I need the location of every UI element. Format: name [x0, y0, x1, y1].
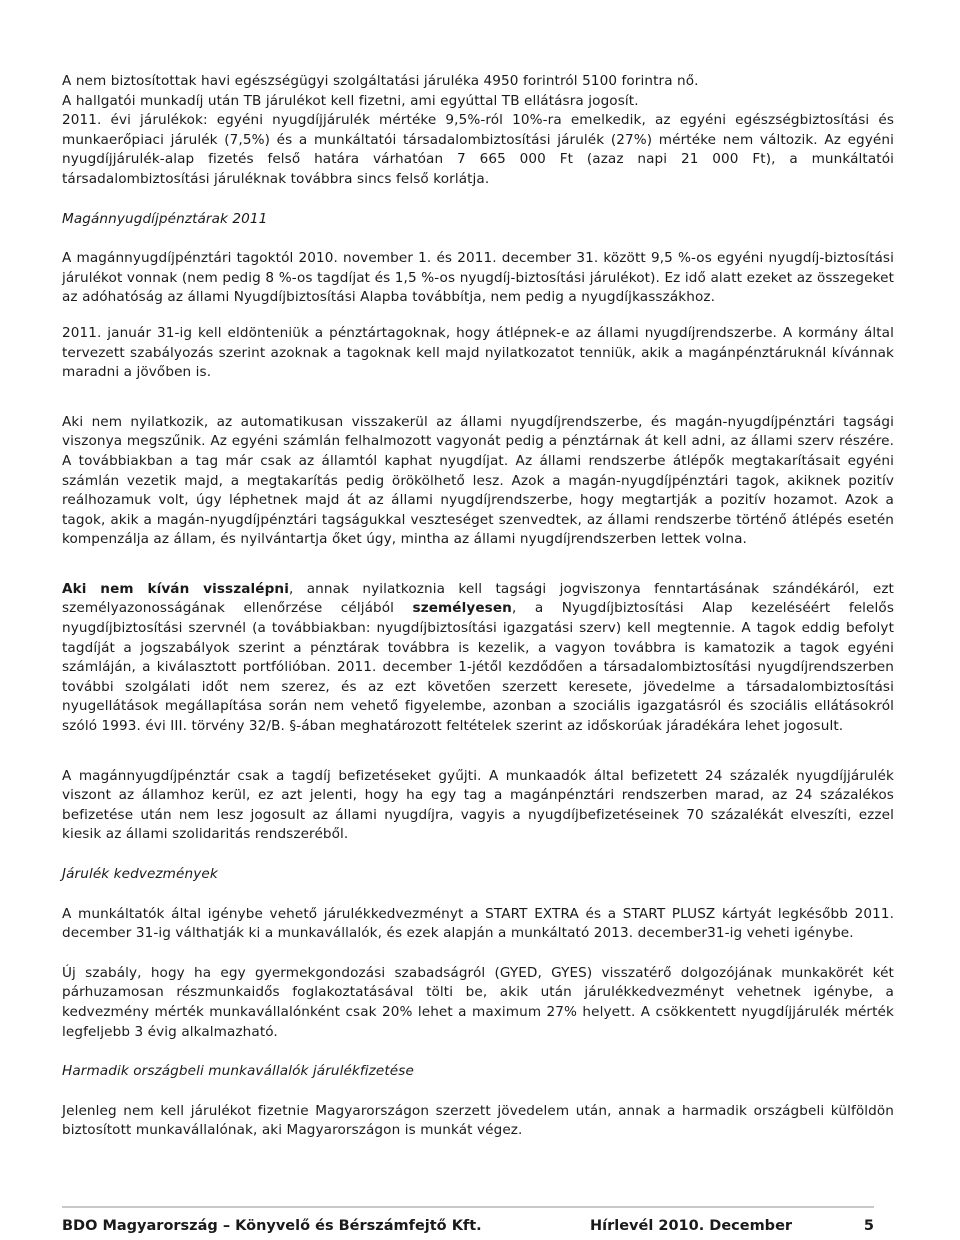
paragraph-student-fee: A hallgatói munkadíj után TB járulékot kell fizetni, ami egyúttal TB ellátásra jogosít. — [62, 92, 639, 109]
paragraph-pension-members: A magánnyugdíjpénztári tagoktól 2010. november 1. és 2011. december 31. között 9,5 %-os egyéni nyugdíj-biztosítási járulékot vonnak (nem pedig 8 %-os tagdíjat és 1,5 %-os nyugdíj-biztosítási járulékot). Ez idő alatt ezeket az összegeket az adóhatóság az állami Nyugdíjbiztosítási Alapba továbbítja, nem pedig a nyugdíjkasszákhoz. — [62, 250, 894, 306]
heading-private-pension: Magánnyugdíjpénztárak 2011 — [62, 210, 268, 227]
paragraph-health-contribution: A nem biztosítottak havi egészségügyi szolgáltatási járuléka 4950 forintról 5100 forintra nő. — [62, 73, 699, 89]
page-footer — [62, 1206, 874, 1234]
heading-third-country: Harmadik országbeli munkavállalók járulékfizetése — [62, 1063, 414, 1080]
paragraph-contributions-2011: 2011. évi járulékok: egyéni nyugdíjjárulék mértéke 9,5%-ról 10%-ra emelkedik, az egyéni egészségbiztosítási és munkaerőpiaci járulék (7,5%) és a munkáltatói társadalombiztosítási járulék (27%) mértéke nem változik. Az egyéni nyugdíjjárulék-alap fizetés felső határa várhatóan 7 665 000 Ft (azaz napi 21 000 Ft), a munkáltatói társadalombiztosítási járuléknak továbbra sincs felső korlátja. — [62, 112, 894, 187]
heading-contribution-discounts: Járulék kedvezmények — [62, 866, 218, 882]
paragraph-not-returning — [62, 580, 894, 737]
document-body — [62, 72, 894, 1141]
bold-not-returning: Aki nem kíván visszalépni — [62, 580, 289, 597]
footer-company: BDO Magyarország – Könyvelő és Bérszámfejtő Kft. — [62, 1218, 482, 1234]
paragraph-third-country-workers: Jelenleg nem kell járulékot fizetnie Magyarországon szerzett jövedelem után, annak a harmadik országbeli külföldön biztosított munkavállalónak, aki Magyarországon is munkát végez. — [62, 1102, 894, 1139]
footer-newsletter: Hírlevél 2010. December — [590, 1218, 793, 1234]
paragraph-no-declaration: Aki nem nyilatkozik, az automatikusan visszakerül az állami nyugdíjrendszerbe, és magán-nyugdíjpénztári tagsági viszonya megszűnik. Az egyéni számlán felhalmozott vagyonát pedig a pénztárnak át kell adni, az állami szerv részére. A továbbiakban a tag már csak az államtól kaphat nyugdíjat. Az állami rendszerbe átlépők megtakarításait egyéni számlán vezetik majd, a megtakarítás pedig örökölhető lesz. Azok a magán-nyugdíjpénztári tagok, akiknek pozitív reálhozamuk volt, úgy léphetnek majd át az állami nyugdíjrendszerbe, hogy megtartják a pozitív hozamot. Azok a tagok, akik a magán-nyugdíjpénztári tagságukkal veszteséget szenvedtek, az állami rendszerbe történő átlépés esetén kompenzálja az állam, és nyilvántartja őket úgy, mintha az állami nyugdíjrendszerben lettek volna. — [62, 413, 894, 548]
paragraph-new-rule: Új szabály, hogy ha egy gyermekgondozási szabadságról (GYED, GYES) visszatérő dolgozójának munkakörét két párhuzamosan részmunkaidős foglakoztatásával tölti be, akik után járulékkedvezményt vehetnek igénybe, a kedvezmény mérték munkavállalónként csak 20% lehet a maximum 27% helyett. A csökkentett nyugdíjjárulék mérték legfeljebb 3 évig alkalmazható. — [62, 964, 894, 1040]
bold-in-person: személyesen — [412, 600, 512, 617]
paragraph-start-cards: A munkáltatók által igénybe vehető járulékkedvezményt a START EXTRA és a START PLUSZ kártyát legkésőbb 2011. december 31-ig válthatják ki a munkavállalók, és ezek alapján a munkáltató 2013. december31-ig veheti igénybe. — [62, 905, 894, 942]
footer-page-number: 5 — [863, 1218, 874, 1234]
text-segment: , annak nyilatkoznia kell tagsági jogviszonya fenntartásának szándékáról, ezt személyazonosságának ellenőrzése céljából — [62, 580, 894, 617]
text-segment: , a Nyugdíjbiztosítási Alap kezeléséért felelős nyugdíjbiztosítási szervnél (a továbbiakban: nyugdíjbiztosítási igazgatási szerv) kell megtennie. A tagok eddig befolyt tagdíját a jogszabályok szerint a pénztárak továbbra is kezelik, a vagyon továbbra is kamatozik a tagok egyéni számláján, a kiválasztott portfólióban. 2011. december 1-jétől kezdődően a társadalombiztosítási nyugdíjrendszerben további szolgálati időt nem szerez, és az ezt követően szerzett keresete, jövedelme a társadalombiztosítási nyugellátások megállapítása során nem vehető figyelembe, azonban a szociális igazgatásról és szociális ellátásokról szóló 1993. évi III. törvény 32/B. §-ában meghatározott feltételek szerint az időskorúak járadékára lehet jogosult. — [62, 600, 894, 735]
paragraph-january-deadline: 2011. január 31-ig kell eldönteniük a pénztártagoknak, hogy átlépnek-e az állami nyugdíjrendszerbe. A kormány által tervezett szabályozás szerint azoknak a tagoknak kell majd nyilatkozatot tenniük, akik a magánpénztáruknál kívánnak maradni a jövőben is. — [62, 324, 894, 381]
paragraph-private-fund-fees: A magánnyugdíjpénztár csak a tagdíj befizetéseket gyűjti. A munkaadók által befizetett 24 százalék nyugdíjjárulék viszont az államhoz kerül, ez azt jelenti, hogy ha egy tag a magánpénztári rendszerben marad, az 24 százalékos befizetése után nem lesz jogosult az állami nyugdíjra, vagyis a nyugdíjbefizetéseinek 70 százalékát elveszíti, ezzel kiesik az állami szolidaritás rendszeréből. — [62, 767, 894, 843]
